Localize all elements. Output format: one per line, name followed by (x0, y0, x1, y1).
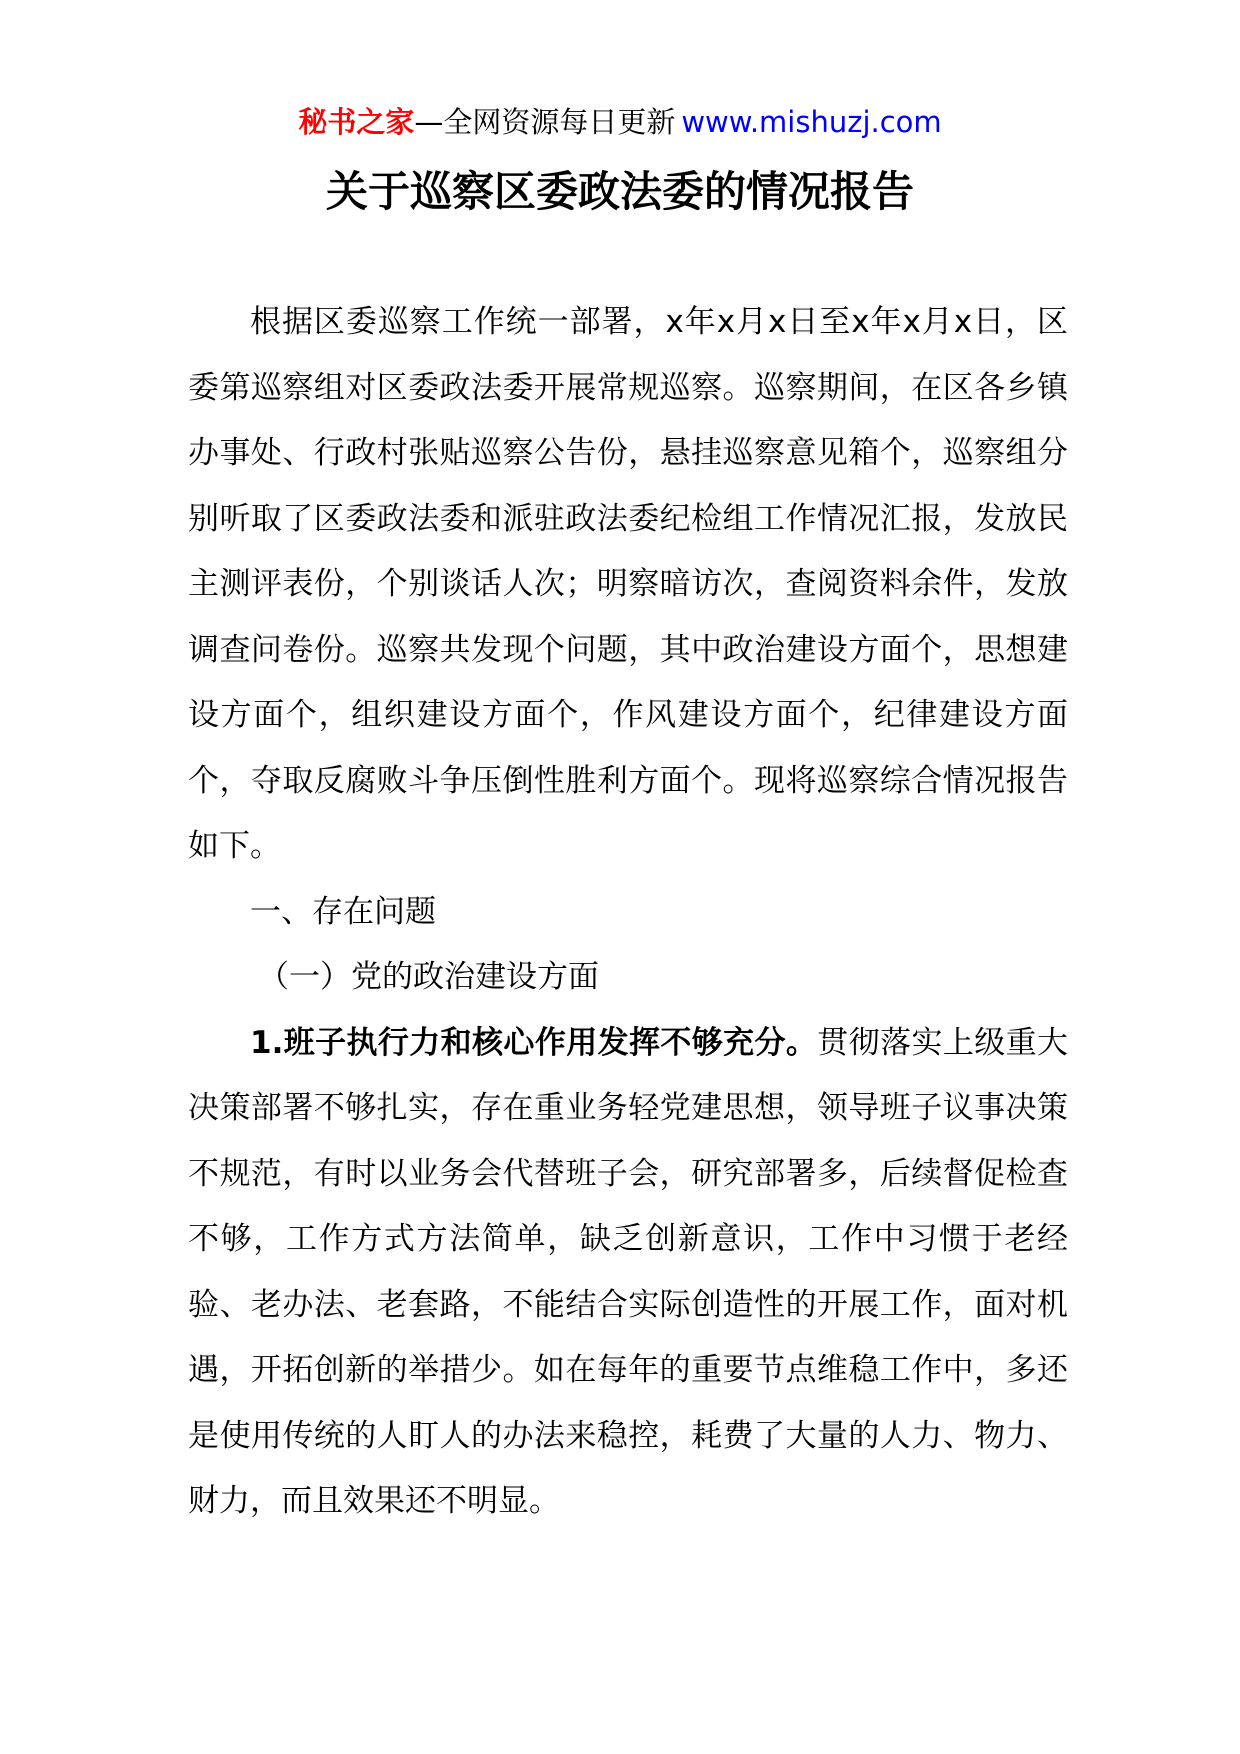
item-body-text: 贯彻落实上级重大决策部署不够扎实，存在重业务轻党建思想，领导班子议事决策不规范，有时以业务会代替班子会，研究部署多，后续督促检查不够，工作方式方法简单，缺乏创新意识，工作中习惯于老经验、老办法、老套路，不能结合实际创造性的开展工作，面对机遇，开拓创新的举措少。如在每年的重要节点维稳工作中，多还是使用传统的人盯人的办法来稳控，耗费了大量的人力、物力、财力，而且效果还不明显。 (188, 1024, 1068, 1519)
header-slogan: —全网资源每日更新 (414, 105, 676, 139)
intro-paragraph: 根据区委巡察工作统一部署，x年x月x日至x年x月x日，区委第巡察组对区委政法委开展常规巡察。巡察期间，在区各乡镇办事处、行政村张贴巡察公告份，悬挂巡察意见箱个，巡察组分别听取了区委政法委和派驻政法委纪检组工作情况汇报，发放民主测评表份，个别谈话人次；明察暗访次，查阅资料余件，发放调查问卷份。巡察共发现个问题，其中政治建设方面个，思想建设方面个，组织建设方面个，作风建设方面个，纪律建设方面个，夺取反腐败斗争压倒性胜利方面个。现将巡察综合情况报告如下。 (188, 304, 1068, 864)
item-bold-lead: 1.班子执行力和核心作用发挥不够充分。 (250, 1024, 818, 1061)
site-url-link[interactable]: www.mishuzj.com (681, 105, 942, 139)
subsection-heading: （一）党的政治建设方面 (258, 959, 599, 995)
brand-name: 秘书之家 (298, 105, 415, 139)
document-body (188, 290, 1068, 1535)
document-title: 关于巡察区委政法委的情况报告 (325, 167, 914, 216)
site-header (0, 100, 1240, 144)
item-paragraph (188, 1011, 1068, 1535)
section-heading: 一、存在问题 (250, 893, 436, 930)
